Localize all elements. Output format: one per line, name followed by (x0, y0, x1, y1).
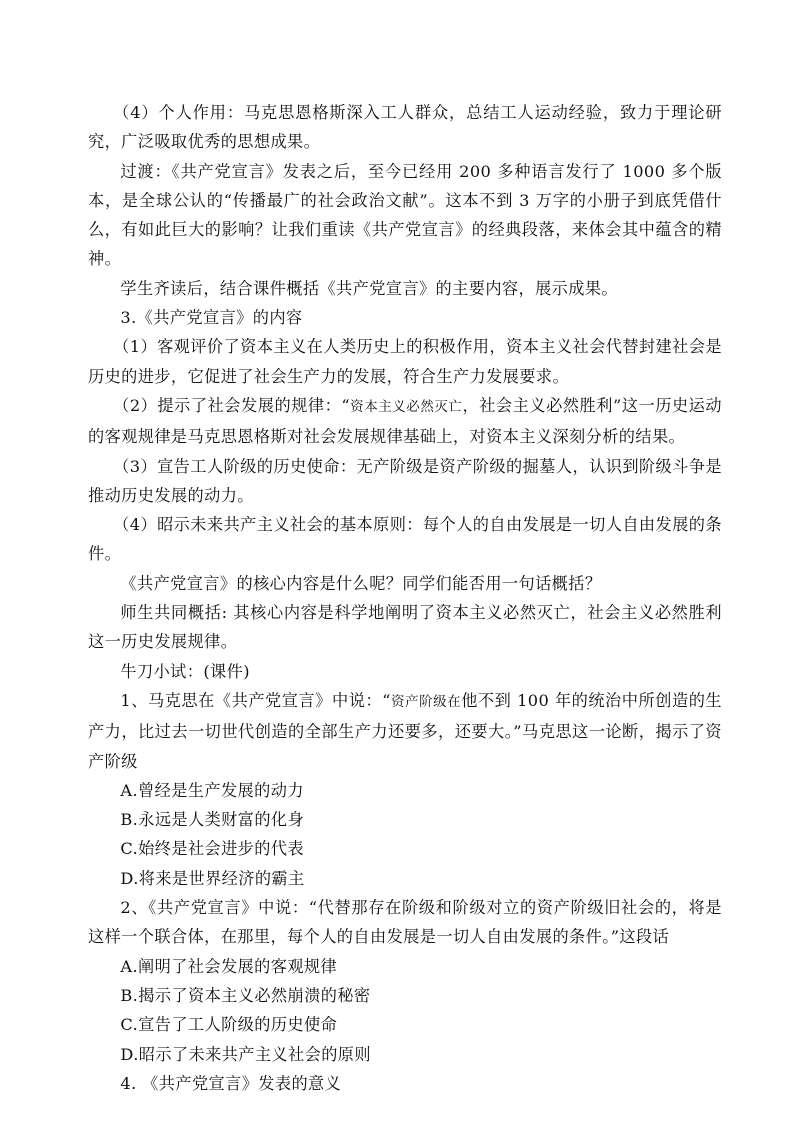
question-1-option-c: C.始终是社会进步的代表 (120, 839, 305, 859)
paragraph-content-2-start: （2）提示了社会发展的规律：“ (113, 395, 351, 415)
question-1-start: 1、马克思在《共产党宣言》中说：“ (120, 690, 391, 710)
question-1-quote-small: 资产阶级在 (390, 693, 462, 710)
paragraph-content-1: （1）客观评价了资本主义在人类历史上的积极作用，资本主义社会代替封建社会是历史的进步，它促进了社会生产力的发展，符合生产力发展要求。 (88, 337, 722, 386)
paragraph-core-question: 《共产党宣言》的核心内容是什么呢？同学们能否用一句话概括？ (120, 573, 602, 593)
paragraph-personal-role: （4）个人作用：马克思恩格斯深入工人群众，总结工人运动经验，致力于理论研究，广泛吸取优秀的思想成果。 (88, 103, 722, 152)
paragraph-content-3: （3）宣告工人阶级的历史使命：无产阶级是资产阶级的掘墓人，认识到阶级斗争是推动历史发展的动力。 (88, 456, 722, 505)
paragraph-student-reading: 学生齐读后，结合课件概括《共产党宣言》的主要内容，展示成果。 (120, 278, 619, 298)
question-1-option-b: B.永远是人类财富的化身 (120, 810, 305, 830)
document-body (88, 98, 722, 1098)
paragraph-core-summary: 师生共同概括: 其核心内容是科学地阐明了资本主义必然灭亡，社会主义必然胜利这一历史发展规律。 (88, 603, 722, 652)
question-2-option-c: C.宣告了工人阶级的历史使命 (120, 1015, 338, 1035)
paragraph-practice-heading: 牛刀小试：(课件) (120, 661, 250, 681)
section-heading-significance: 4. 《共产党宣言》发表的意义 (120, 1073, 342, 1093)
question-1-option-d: D.将来是世界经济的霸主 (120, 868, 305, 888)
paragraph-content-4: （4）昭示未来共产主义社会的基本原则：每个人的自由发展是一切人自由发展的条件。 (88, 515, 722, 564)
paragraph-content-2-quote: 资本主义必然灭亡 (350, 398, 463, 415)
section-heading-content: 3.《共产党宣言》的内容 (120, 308, 303, 328)
question-2-option-d: D.昭示了未来共产主义社会的原则 (120, 1044, 371, 1064)
paragraph-content-2-end: ，社会主义必然胜利”这一历史运动的客观规律是马克思恩格斯对社会发展规律基础上，对资本主义深刻分析的结果。 (88, 395, 722, 447)
paragraph-content-2 (88, 391, 722, 452)
question-1 (88, 686, 722, 776)
question-2-option-a: A.阐明了社会发展的客观规律 (120, 956, 338, 976)
paragraph-transition: 过渡：《共产党宣言》发表之后，至今已经用 200 多种语言发行了 1000 多个版本，是全球公认的“传播最广的社会政治文献”。这本不到 3 万字的小册子到底凭借什么，有如此巨大的影响？让我们重读《共产党宣言》的经典段落，来体会其中蕴含的精神。 (88, 161, 722, 269)
question-2-option-b: B.揭示了资本主义必然崩溃的秘密 (120, 985, 371, 1005)
question-2: 2、《共产党宣言》中说：“代替那存在阶级和阶级对立的资产阶级旧社会的，将是这样一个联合体，在那里，每个人的自由发展是一切人自由发展的条件。”这段话 (88, 898, 722, 947)
question-1-end: 他不到 100 年的统治中所创造的生产力，比过去一切世代创造的全部生产力还要多，还要大。”马克思这一论断，揭示了资产阶级 (88, 690, 723, 771)
question-1-option-a: A.曾经是生产发展的动力 (120, 780, 304, 800)
